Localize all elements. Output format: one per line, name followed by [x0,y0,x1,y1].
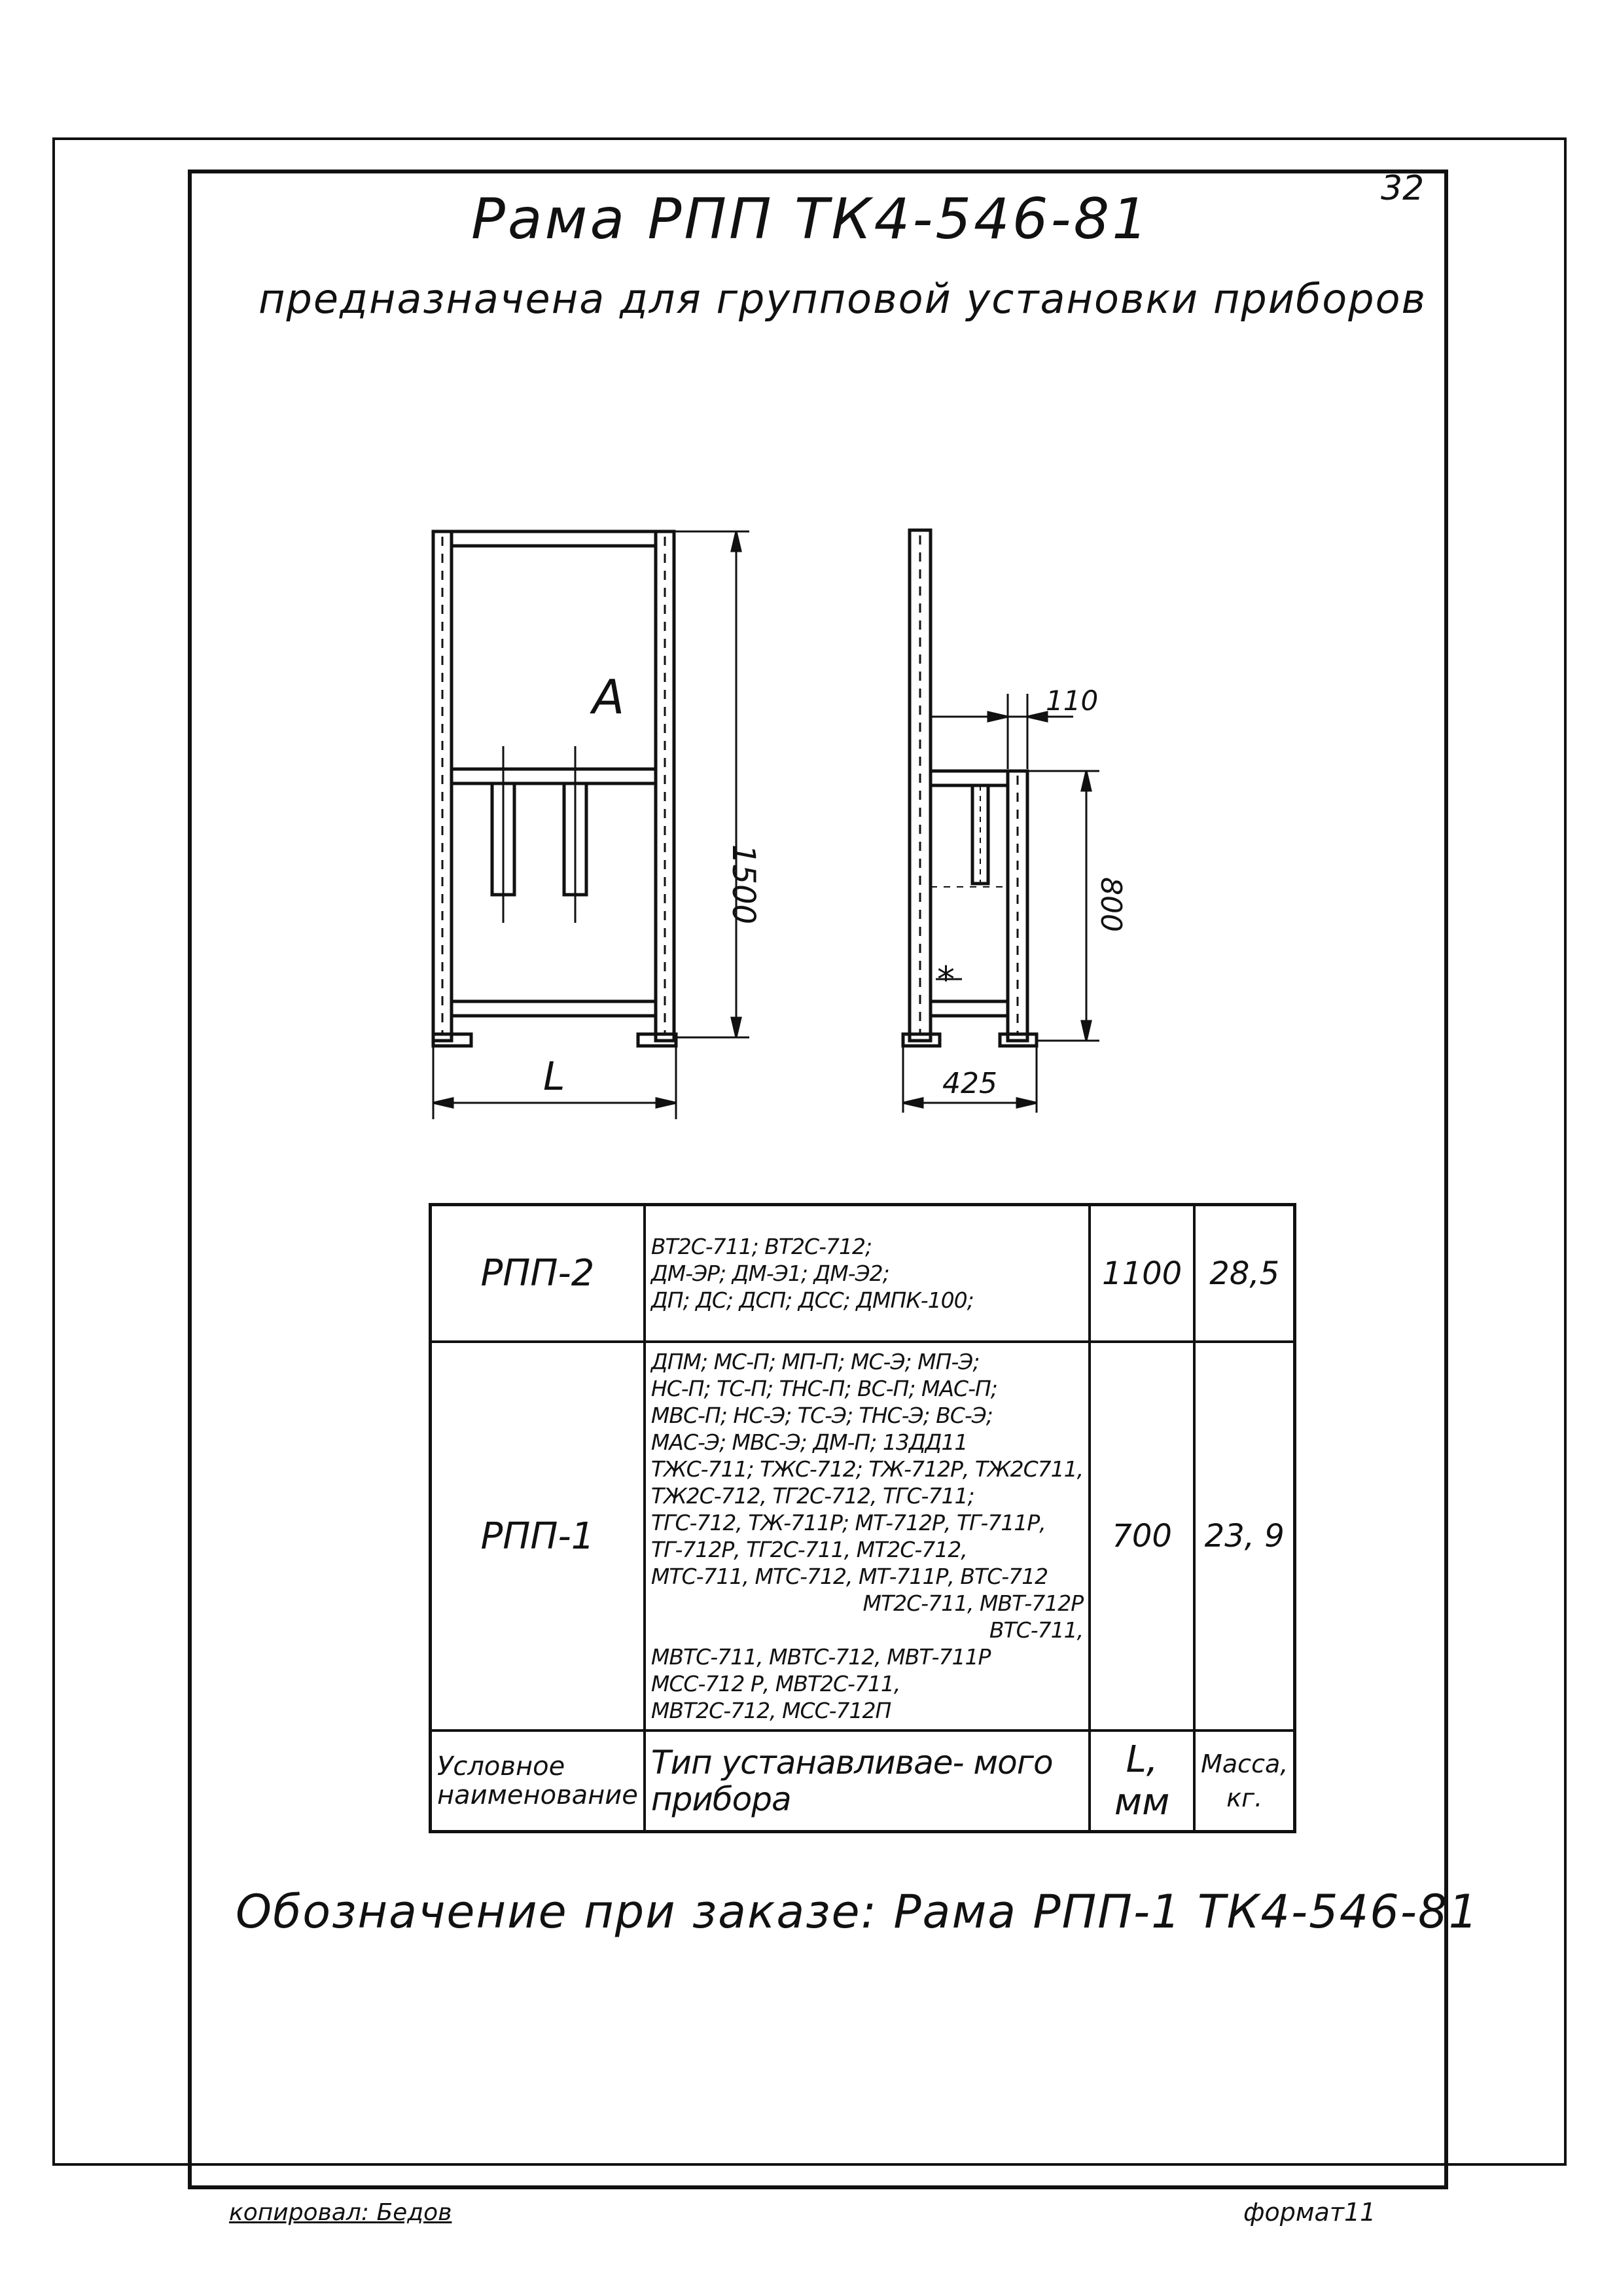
row-length: 700 [1090,1342,1194,1731]
device-line: МСС-712 Р, МВТ2С-711, [650,1671,900,1696]
device-line: ВТ2С-711; ВТ2С-712; [650,1234,872,1259]
header-name: Условное наименование [431,1731,645,1832]
outer-border [54,139,1565,2164]
page-number: 32 [1381,169,1425,208]
dim-mid-height-label: 800 [1094,877,1128,932]
copied-by: копировал: Бедов [229,2199,452,2226]
front-dims [433,531,749,1119]
row-devices [645,1205,1090,1342]
table-row [431,1342,1295,1731]
row-length: 1100 [1090,1205,1194,1342]
side-view [903,530,1037,1046]
spec-table [429,1203,1296,1833]
device-line: МВТС-711, МВТС-712, МВТ-711Р [650,1644,991,1670]
dim-width-label: L [543,1054,565,1100]
row-name: РПП-2 [431,1205,645,1342]
page-subtitle: предназначена для групповой установки приборов [258,275,1427,323]
sheet-format: формат11 [1243,2198,1376,2227]
header-mass: Масса, кг. [1194,1731,1295,1832]
dim-height-label: 1500 [725,844,762,925]
device-line: ДП; ДС; ДСП; ДСС; ДМПК-100; [650,1287,974,1313]
row-mass: 23, 9 [1194,1342,1295,1731]
header-devices: Тип устанавливае- мого прибора [645,1731,1090,1832]
label-a: А [592,670,625,725]
device-line: МВТ2С-712, МСС-712П [650,1698,891,1723]
header-length: L, мм [1090,1731,1194,1832]
device-line: МТ2С-711, МВТ-712Р [862,1590,1084,1616]
device-line: ВТС-711, [989,1617,1084,1643]
table-row [431,1205,1295,1342]
device-line: МВС-П; НС-Э; ТС-Э; ТНС-Э; ВС-Э; [650,1403,993,1428]
device-line: ТГ-712Р, ТГ2С-711, МТ2С-712, [650,1537,967,1562]
row-devices [645,1342,1090,1731]
order-designation: Обозначение при заказе: Рама РПП-1 ТК4-546-81 [236,1885,1480,1939]
row-name: РПП-1 [431,1342,645,1731]
device-line: ТГС-712, ТЖ-711Р; МТ-712Р, ТГ-711Р, [650,1510,1046,1535]
dim-offset-label: 110 [1046,685,1099,717]
device-line: ТЖ2С-712, ТГ2С-712, ТГС-711; [650,1483,974,1509]
device-line: МТС-711, МТС-712, МТ-711Р, ВТС-712 [650,1564,1048,1589]
side-dims [903,694,1099,1113]
device-line: ДМ-ЭР; ДМ-Э1; ДМ-Э2; [650,1261,889,1286]
star-mark: * [937,959,955,1000]
dim-depth-label: 425 [942,1067,997,1100]
front-view [433,531,676,1046]
device-line: ДПМ; МС-П; МП-П; МС-Э; МП-Э; [650,1349,980,1374]
table-header-row [431,1731,1295,1832]
device-line: МАС-Э; МВС-Э; ДМ-П; 13ДД11 [650,1429,968,1455]
device-line: ТЖС-711; ТЖС-712; ТЖ-712Р, ТЖ2С711, [650,1456,1084,1482]
device-line: НС-П; ТС-П; ТНС-П; ВС-П; МАС-П; [650,1376,997,1401]
page-title: Рама РПП ТК4-546-81 [471,187,1150,252]
row-mass: 28,5 [1194,1205,1295,1342]
